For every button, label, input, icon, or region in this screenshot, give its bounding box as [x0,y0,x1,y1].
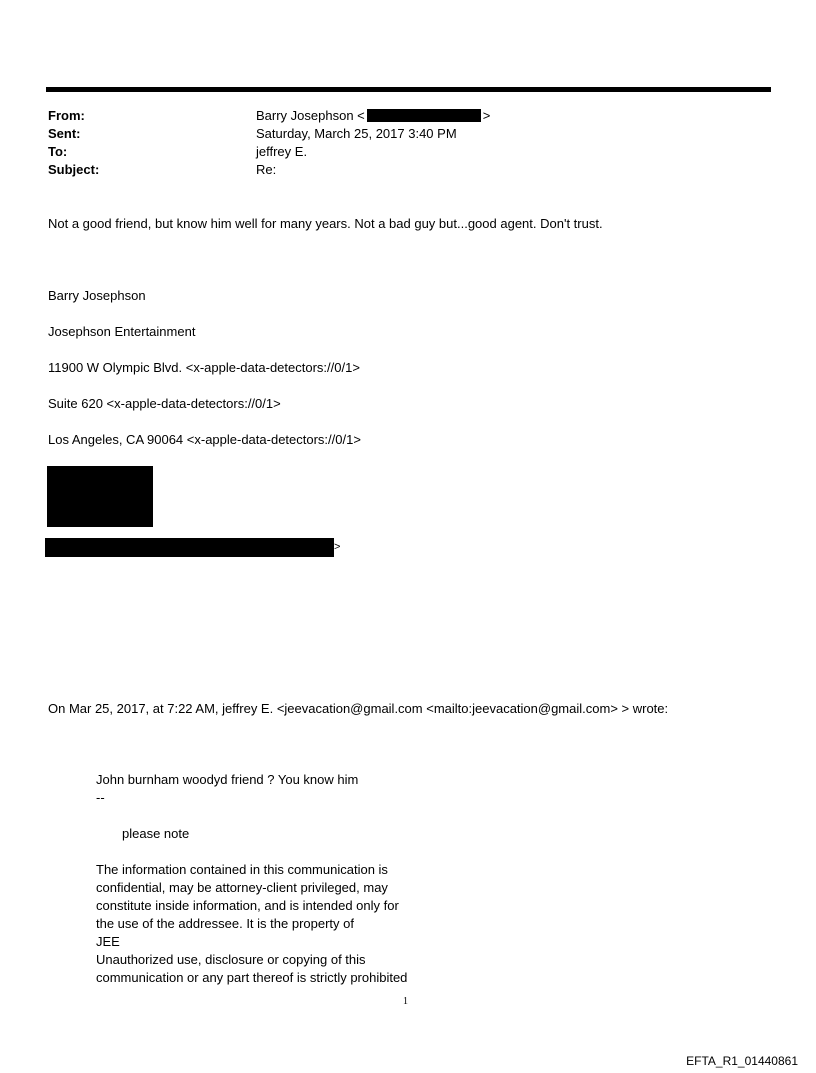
quote-attribution: On Mar 25, 2017, at 7:22 AM, jeffrey E. <jeevacation@gmail.com <mailto:jeevacation@gmail.com> > wrote: [48,701,669,716]
sent-value: Saturday, March 25, 2017 3:40 PM [256,126,457,141]
disclaimer-line: the use of the addressee. It is the property of [96,916,354,931]
disclaimer-line: Unauthorized use, disclosure or copying of this [96,952,366,967]
sent-label: Sent: [48,126,81,141]
quoted-text: John burnham woodyd friend ? You know him [96,772,359,787]
from-label: From: [48,108,85,123]
signature-address-line: 11900 W Olympic Blvd. <x-apple-data-detectors://0/1> [48,360,360,375]
subject-label: Subject: [48,162,100,177]
subject-value: Re: [256,162,277,177]
redaction-block [47,466,153,527]
page-number: 1 [403,996,408,1007]
to-label: To: [48,144,68,159]
disclaimer-line: The information contained in this communication is [96,862,388,877]
redaction-block [45,538,334,557]
from-value [256,107,490,125]
redaction-close-bracket: > [334,541,341,553]
quoted-separator: -- [96,790,105,805]
message-body: Not a good friend, but know him well for many years. Not a bad guy but...good agent. Don't trust. [48,216,603,231]
signature-city: Los Angeles, CA 90064 <x-apple-data-detectors://0/1> [48,432,361,447]
signature-name: Barry Josephson [48,288,146,303]
from-close-bracket: > [482,108,491,123]
from-name: Barry Josephson < [256,108,365,123]
disclaimer-line: communication or any part thereof is strictly prohibited [96,970,408,985]
signature-company: Josephson Entertainment [48,324,196,339]
redaction-block [367,109,481,122]
disclaimer-line: constitute inside information, and is intended only for [96,898,399,913]
document-id: EFTA_R1_01440861 [686,1054,798,1068]
disclaimer-line: JEE [96,934,120,949]
header-rule [46,87,771,92]
to-value: jeffrey E. [256,144,308,159]
signature-suite: Suite 620 <x-apple-data-detectors://0/1> [48,396,281,411]
please-note: please note [122,826,190,841]
disclaimer-line: confidential, may be attorney-client privileged, may [96,880,388,895]
